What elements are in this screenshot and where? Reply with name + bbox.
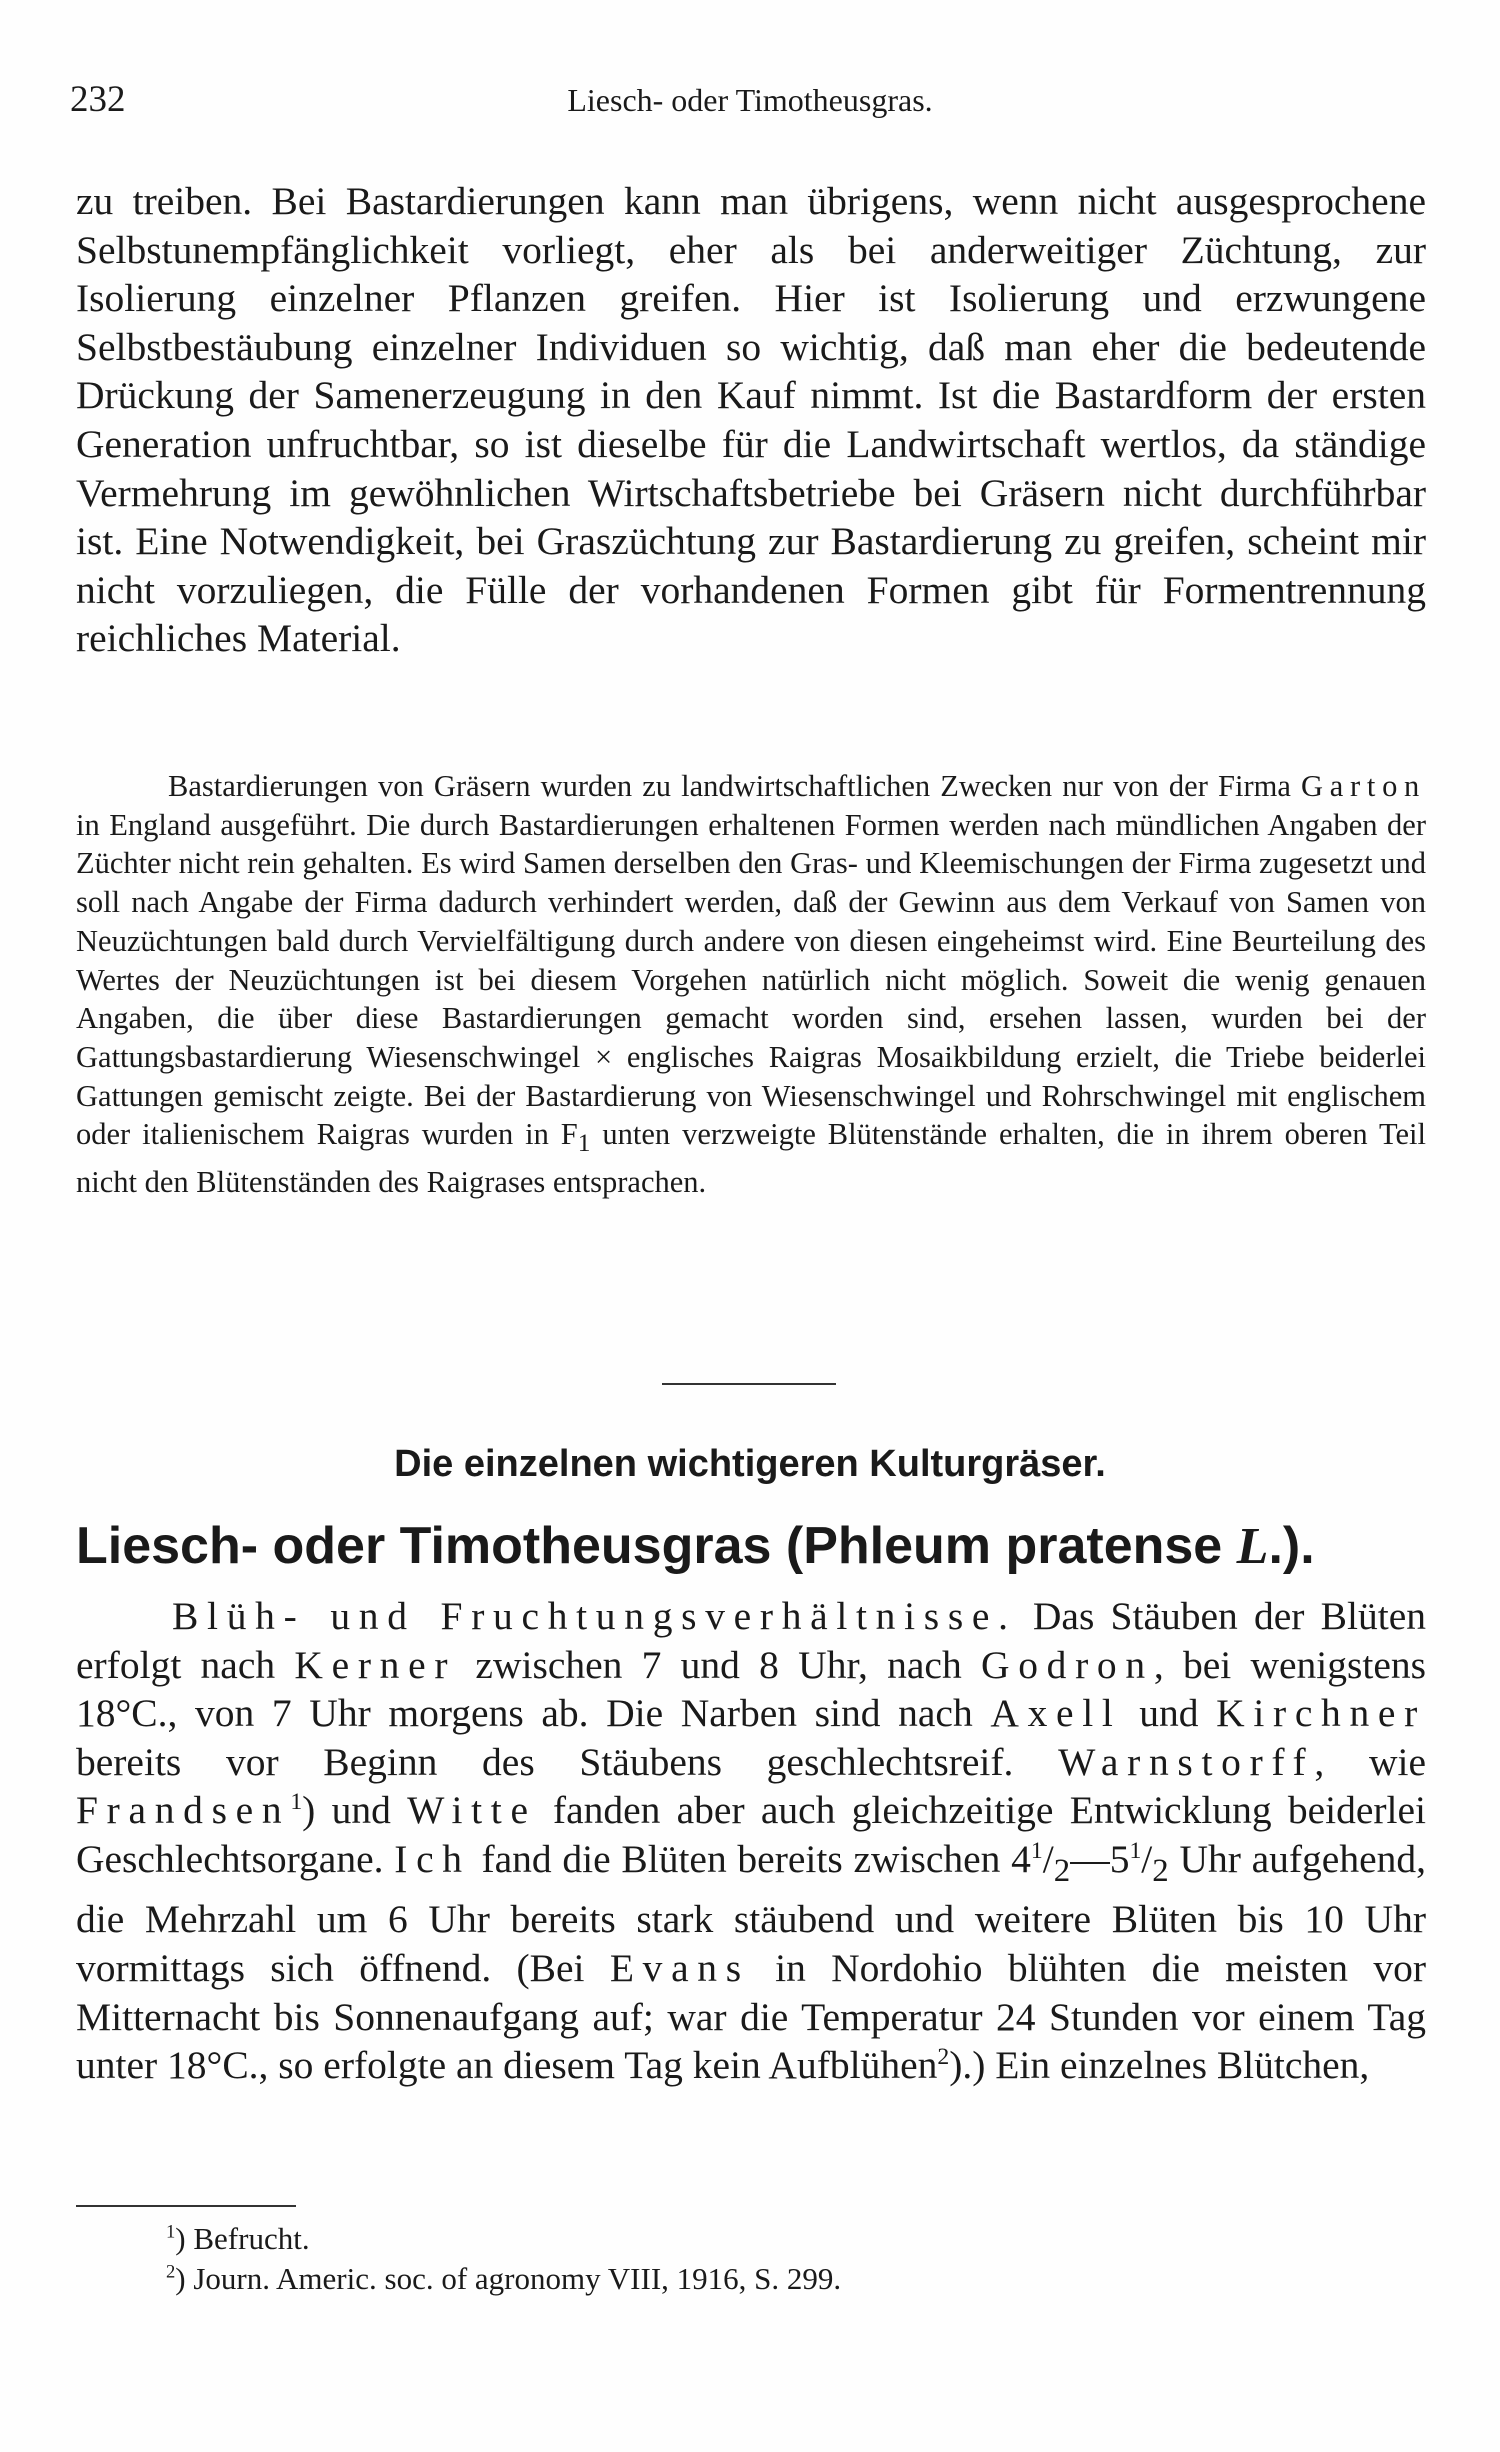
fraction-num: 1	[1129, 1837, 1142, 1864]
page-header	[70, 78, 1430, 128]
fraction-slash: /	[1141, 1836, 1153, 1881]
text-run: zwischen 7 und 8 Uhr, nach	[456, 1642, 981, 1687]
text-run: Uhr aufgehend, die Mehrzahl um 6 Uhr bereits stark stäubend und weitere Blüten bis 10 Uhr vormittags sich öffnend. (Bei	[76, 1836, 1426, 1991]
f1-subscript: 1	[577, 1129, 591, 1158]
species-heading-author: L	[1236, 1518, 1269, 1575]
author-warnstorff: Warnstorff	[1058, 1739, 1315, 1784]
author-kerner: Kerner	[294, 1642, 457, 1687]
author-witte: Witte	[407, 1788, 537, 1833]
section-divider	[662, 1383, 836, 1385]
topic-spaced: Blüh- und Fruchtungsverhältnisse.	[172, 1594, 1017, 1638]
fraction-den: 2	[1053, 1852, 1071, 1889]
fraction-den: 2	[1152, 1852, 1169, 1889]
text-run: fand die Blüten bereits zwischen 4	[470, 1836, 1031, 1881]
species-heading-latin: (Phleum pratense	[771, 1517, 1237, 1575]
paragraph-flowering	[76, 1592, 1426, 2090]
paragraph-small-print	[76, 767, 1426, 1202]
footnote-text: ) Journ. Americ. soc. of agronomy VIII, 1916, S. 299.	[175, 2261, 842, 2296]
small-text-part: in England ausgeführt. Die durch Bastardierungen erhaltenen Formen werden nach mündlichen Angaben der Züchter nicht rein gehalten. Es wird Samen derselben den Gras- und Kleemischungen der Firma zugesetzt und soll nach Angabe der Firma dadurch verhindert werden, daß der Gewinn aus dem Verkauf von Samen von Neuzüchtungen bald durch Vervielfältigung durch andere von diesen eingeheimst wird. Eine Beurteilung des Wertes der Neuzüchtungen ist bei diesem Vorgehen natürlich nicht möglich. Soweit die wenig genauen Angaben, die über diese Bastardierungen gemacht worden sind, ersehen lassen, wurden bei der Gattungsbastardierung Wiesenschwingel × englisches Raigras Mosaikbildung erzielt, die Triebe beiderlei Gattungen gemischt zeigte. Bei der Bastardierung von Wiesenschwingel und Rohrschwingel mit englischem oder italienischem Raigras wurden in F	[76, 807, 1426, 1152]
footnote-mark: 1	[166, 2221, 176, 2243]
footnote-1	[166, 2219, 1366, 2259]
text-run: ).) Ein einzelnes Blütchen,	[949, 2043, 1370, 2088]
running-head: Liesch- oder Timotheusgras.	[567, 82, 933, 118]
page-number: 232	[70, 79, 126, 120]
fraction-num: 1	[1030, 1837, 1043, 1864]
author-kirchner: Kirchner	[1216, 1691, 1427, 1736]
text-run: in Nordohio blühten die meisten vor Mitternacht bis Sonnenaufgang auf; war die Temperatur 24 Stunden vor einem Tag unter 18°C., so erfolgte an diesem Tag kein Aufblühen	[76, 1946, 1426, 2088]
section-title: Die einzelnen wichtigeren Kulturgräser.	[394, 1443, 1106, 1485]
text-run: fanden aber auch gleichzeitige Entwicklung beiderlei Geschlechtsorgane.	[76, 1788, 1426, 1881]
text-run: und	[1121, 1691, 1217, 1736]
author-axell: Axell	[990, 1691, 1122, 1736]
text-run: —5	[1070, 1836, 1130, 1881]
paragraph-hybridization: zu treiben. Bei Bastardierungen kann man übrigens, wenn nicht ausgesprochene Selbstunempfänglichkeit vorliegt, eher als bei anderweitiger Züchtung, zur Isolierung einzelner Pflanzen greifen. Hier ist Isolierung und erzwungene Selbstbestäubung einzelner Individuen so wichtig, daß man eher die bedeutende Drückung der Samenerzeugung in den Kauf nimmt. Ist die Bastardform der ersten Generation unfruchtbar, so ist dieselbe für die Landwirtschaft wertlos, da ständige Vermehrung im gewöhnlichen Wirtschaftsbetriebe bei Gräsern nicht durchführbar ist. Eine Notwendigkeit, bei Graszüchtung zur Bastardierung zu greifen, scheint mir nicht vorzuliegen, die Fülle der vorhandenen Formen gibt für Formentrennung reichliches Material.	[76, 179, 1426, 661]
footnote-text: ) Befrucht.	[175, 2221, 310, 2256]
text-run: ) und	[302, 1788, 408, 1833]
author-frandsen: Frandsen	[76, 1788, 291, 1833]
firm-name: Garton	[1301, 769, 1426, 803]
text-run: bereits vor Beginn des Stäubens geschlechtsreif.	[76, 1739, 1059, 1784]
footnote-divider	[76, 2205, 296, 2207]
text-run: , wie	[1314, 1739, 1426, 1784]
species-heading	[76, 1514, 1466, 1579]
footnote-2	[166, 2259, 1366, 2299]
small-text-part: Bastardierungen von Gräsern wurden zu landwirtschaftlichen Zwecken nur von der Firma	[168, 769, 1302, 803]
footnote-ref-1: 1	[290, 1789, 303, 1816]
author-evans: Evans	[609, 1946, 750, 1991]
footnote-ref-2: 2	[937, 2044, 950, 2071]
author-godron: Godron	[980, 1642, 1154, 1687]
text-run: Das Stäuben der Blüten erfolgt nach	[76, 1594, 1426, 1687]
text-run: , bei wenigstens 18°C., von 7 Uhr morgens ab. Die Narben sind nach	[76, 1642, 1426, 1736]
fraction-slash: /	[1042, 1836, 1054, 1881]
footnote-mark: 2	[166, 2261, 176, 2283]
small-text-part: unten verzweigte Blütenstände erhalten, die in ihrem oberen Teil nicht den Blütenständen des Raigrases entsprachen.	[76, 1117, 1426, 1200]
author-ich: Ich	[394, 1836, 471, 1881]
species-heading-bold: Liesch- oder Timotheusgras	[76, 1517, 772, 1575]
species-heading-close: .).	[1268, 1517, 1315, 1575]
footnotes	[166, 2219, 1366, 2299]
